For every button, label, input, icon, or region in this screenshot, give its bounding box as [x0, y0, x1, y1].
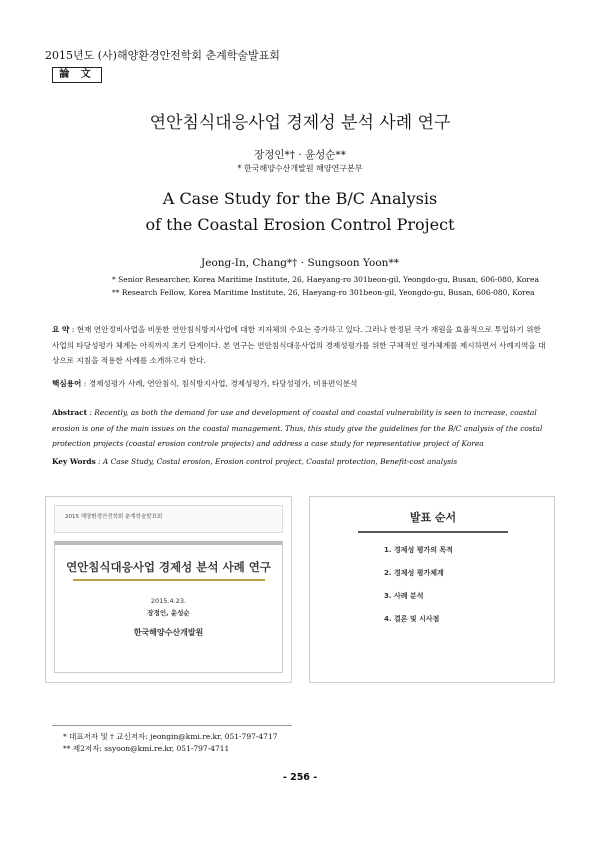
slide-title-page [45, 496, 292, 683]
abstract-korean [52, 322, 548, 369]
slide-title-box [54, 541, 283, 673]
abstract-english-text: : Recently, as both the demand for use and development of coastal and coastal vulnerability is seen to increase, coastal erosion is one of the main issues on the coastal management. Thus, this study give the guidelines for the B/C analysis of the costal protection projects (coastal erosion controle projects) and address a case study for representative project of Korea [52, 408, 543, 448]
outline-item: 2. 경제성 평가체계 [384, 569, 444, 577]
authors-korean: 장정인*† · 윤성순** [254, 149, 346, 161]
footnote-divider [52, 725, 292, 726]
abstract-english-label: Abstract [52, 408, 88, 417]
title-english-line2: of the Coastal Erosion Control Project [145, 215, 455, 234]
title-english-line1: A Case Study for the B/C Analysis [162, 189, 438, 208]
outline-list [384, 545, 453, 637]
affiliation-english-1: * Senior Researcher, Korea Maritime Institute, 26, Haeyang-ro 301beon-gil, Yeongdo-gu, Busan, 606-080, Korea [112, 275, 539, 284]
keywords-english [52, 457, 548, 466]
slide-header-text: 2015 해양환경안전학회 춘계학술발표회 [65, 514, 163, 520]
slide-title: 연안침식대응사업 경제성 분석 사례 연구 [66, 560, 271, 574]
outline-item: 1. 경제성 평가의 목적 [384, 546, 453, 554]
keywords-korean [52, 378, 548, 389]
slide-outline [309, 496, 555, 683]
keywords-korean-text: : 경제성평가 사례, 연안침식, 침식방지사업, 경제성평가, 타당성평가, 비용편익분석 [83, 379, 358, 388]
conference-name: 2015년도 (사)해양환경안전학회 춘계학술발표회 [45, 49, 280, 62]
footnote-2: ** 제2저자: ssyoon@kmi.re.kr, 051-797-4711 [63, 744, 230, 753]
outline-item: 3. 사례 분석 [384, 592, 424, 600]
slide-title-underline [73, 579, 265, 581]
outline-item: 4. 결론 및 시사점 [384, 615, 440, 623]
keywords-english-text: : A Case Study, Costal erosion, Erosion control project, Coastal protection, Benefit-cost analysis [98, 457, 458, 466]
title-english [0, 186, 600, 238]
keywords-english-label: Key Words [52, 457, 96, 466]
abstract-korean-label: 요 약 [52, 325, 70, 334]
paper-type-badge: 論 文 [52, 67, 102, 83]
keywords-korean-label: 핵심용어 [52, 379, 82, 388]
footnote-1: * 대표저자 및 † 교신저자: jeongin@kmi.re.kr, 051-797-4717 [63, 732, 278, 741]
affiliations-english [112, 273, 539, 299]
title-korean: 연안침식대응사업 경제성 분석 사례 연구 [149, 113, 451, 133]
abstract-korean-text: : 현재 연안정비사업을 비롯한 연안침식방지사업에 대한 지자체의 수요는 증가하고 있다. 그러나 한정된 국가 재원을 효율적으로 투입하기 위한 사업의 타당성평가 체계는 아직까지 초기 단계이다. 본 연구는 연안침식대응사업의 경제성평가를 위한 구체적인 평가체계를 제시하면서 사례지역을 대상으로 지침을 적용한 사례를 소개하고자 한다. [52, 325, 546, 365]
slide-organization: 한국해양수산개발원 [133, 628, 204, 637]
affiliation-english-2: ** Research Fellow, Korea Maritime Institute, 26, Haeyang-ro 301beon-gil, Yeongdo-gu, Busan, 606-080, Korea [112, 288, 535, 297]
affiliation-korean: * 한국해양수산개발원 해양연구본부 [237, 164, 363, 173]
page-number: - 256 - [282, 772, 318, 783]
footnotes [63, 731, 278, 755]
slide-header-bar [54, 505, 283, 533]
authors-english: Jeong-In, Chang*† · Sungsoon Yoon** [201, 257, 399, 269]
slide-presenters: 장정인, 윤성순 [147, 609, 190, 617]
outline-title: 발표 순서 [358, 509, 508, 533]
slide-date: 2015.4.23. [150, 597, 187, 605]
abstract-english [52, 405, 548, 452]
